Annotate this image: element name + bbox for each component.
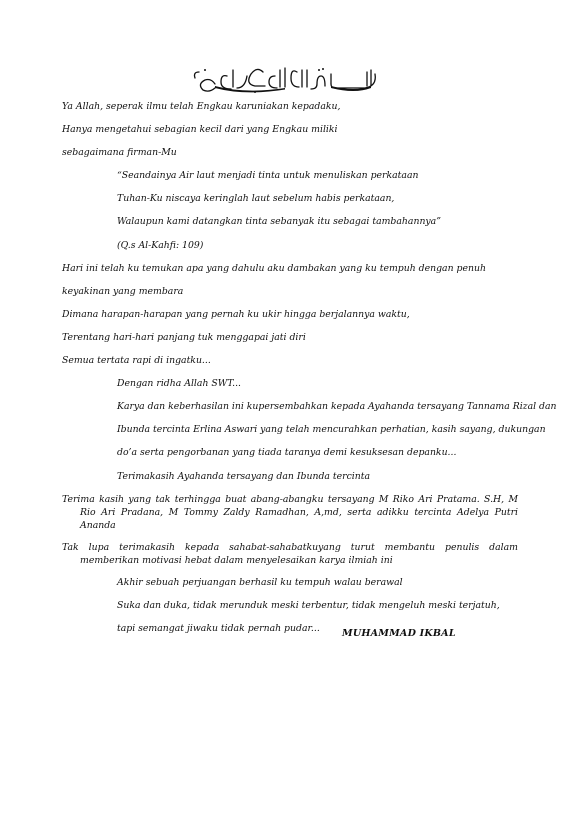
quote-line: Tuhan-Ku niscaya keringlah laut sebelum habis perkataan, — [117, 193, 395, 205]
thanks-paragraph: Tak lupa terimakasih kepada sahabat-sahabatkuyang turut membantu penulis dalam memberikan motivasi hebat dalam menyelesaikan karya ilmiah ini — [62, 541, 518, 566]
text-line: Hanya mengetahui sebagian kecil dari yang Engkau miliki — [62, 124, 338, 136]
text-line: do’a serta pengorbanan yang tiada taranya demi kesuksesan depanku... — [117, 447, 457, 459]
quote-line: Walaupun kami datangkan tinta sebanyak itu sebagai tambahannya” — [117, 216, 441, 228]
text-line: tapi semangat jiwaku tidak pernah pudar... — [117, 622, 320, 634]
text-line: Dengan ridha Allah SWT... — [117, 378, 242, 390]
text-line: Terentang hari-hari panjang tuk menggapai jati diri — [62, 331, 306, 343]
text-line: sebagaimana firman-Mu — [62, 147, 177, 159]
text-line: Dimana harapan-harapan yang pernah ku ukir hingga berjalannya waktu, — [62, 308, 410, 320]
text-line: Ibunda tercinta Erlina Aswari yang telah mencurahkan perhatian, kasih sayang, dukungan — [117, 424, 546, 436]
thanks-paragraph: Terima kasih yang tak terhingga buat abang-abangku tersayang M Riko Ari Pratama. S.H, M Rio Ari Pradana, M Tommy Zaldy Ramadhan, A,md, serta adikku tercinta Adelya Putri Ananda — [62, 493, 518, 531]
bismillah-calligraphy — [185, 62, 385, 96]
text-line: Karya dan keberhasilan ini kupersembahkan kepada Ayahanda tersayang Tannama Rizal dan — [117, 401, 557, 413]
text-line: Ya Allah, seperak ilmu telah Engkau karuniakan kepadaku, — [62, 101, 341, 112]
text-line: Semua tertata rapi di ingatku... — [62, 355, 211, 367]
text-line: keyakinan yang membara — [62, 285, 184, 297]
author-signature: MUHAMMAD IKBAL — [342, 628, 456, 639]
text-line: Akhir sebuah perjuangan berhasil ku tempuh walau berawal — [117, 576, 403, 588]
dedication-text — [62, 100, 557, 645]
quote-line: “Seandainya Air laut menjadi tinta untuk menuliskan perkataan — [117, 170, 419, 182]
quote-citation: (Q.s Al-Kahfi: 109) — [117, 239, 204, 251]
text-line: Hari ini telah ku temukan apa yang dahulu aku dambakan yang ku tempuh dengan penuh — [62, 262, 486, 274]
text-line: Suka dan duka, tidak merunduk meski terbentur, tidak mengeluh meski terjatuh, — [117, 599, 500, 611]
text-line: Terimakasih Ayahanda tersayang dan Ibunda tercinta — [117, 470, 371, 482]
